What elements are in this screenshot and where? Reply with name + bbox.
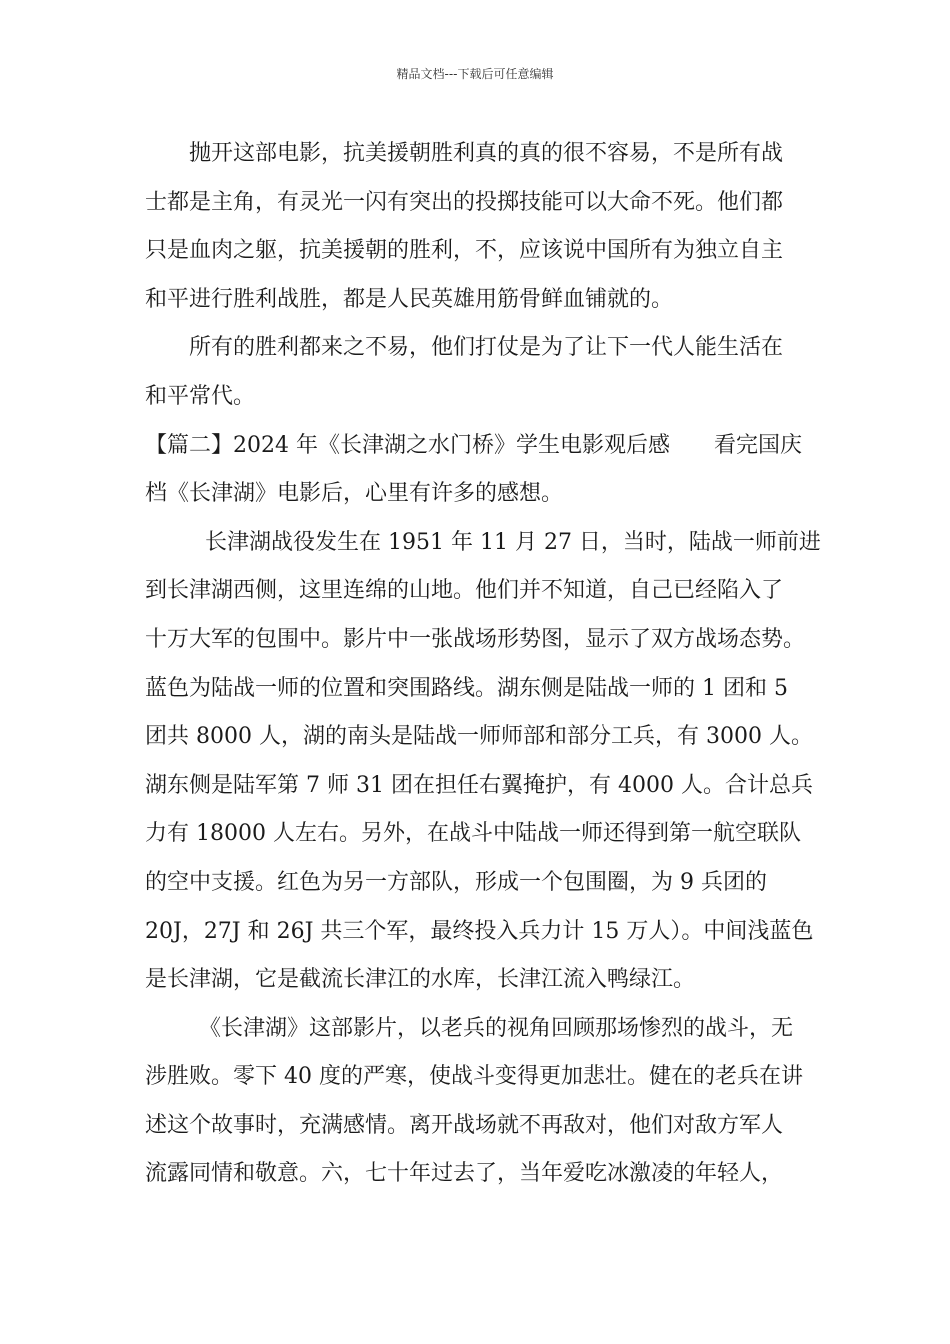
page-header: 精品文档---下载后可任意编辑 [396,67,554,81]
paragraph-line: 20J，27J 和 26J 共三个军，最终投入兵力计 15 万人）。中间浅蓝色 [145,918,814,944]
section-heading-line: 【篇二】2024 年《长津湖之水门桥》学生电影观后感 看完国庆 [145,432,802,458]
document-body [145,130,820,1199]
paragraph-line: 和平进行胜利战胜，都是人民英雄用筋骨鲜血铺就的。 [145,286,674,312]
paragraph-line: 到长津湖西侧，这里连绵的山地。他们并不知道，自己已经陷入了 [145,578,784,604]
paragraph-line: 所有的胜利都来之不易，他们打仗是为了让下一代人能生活在 [189,335,784,361]
paragraph-line: 档《长津湖》电影后，心里有许多的感想。 [145,481,564,507]
paragraph-line: 蓝色为陆战一师的位置和突围路线。湖东侧是陆战一师的 1 团和 5 [145,675,788,701]
paragraph-line: 涉胜败。零下 40 度的严寒，使战斗变得更加悲壮。健在的老兵在讲 [145,1064,803,1090]
paragraph-line: 是长津湖，它是截流长津江的水库，长津江流入鸭绿江。 [145,967,696,993]
paragraph-line: 和平常代。 [145,383,256,409]
paragraph-line: 团共 8000 人，湖的南头是陆战一师师部和部分工兵，有 3000 人。 [145,724,813,750]
paragraph-line: 述这个故事时，充满感情。离开战场就不再敌对，他们对敌方军人 [145,1112,784,1138]
paragraph-line: 《长津湖》这部影片，以老兵的视角回顾那场惨烈的战斗，无 [199,1015,794,1041]
paragraph-line: 抛开这部电影，抗美援朝胜利真的真的很不容易，不是所有战 [189,141,784,166]
paragraph-line: 只是血肉之躯，抗美援朝的胜利，不，应该说中国所有为独立自主 [145,238,784,264]
paragraph-line: 十万大军的包围中。影片中一张战场形势图，显示了双方战场态势。 [145,626,806,652]
paragraph-line: 士都是主角，有灵光一闪有突出的投掷技能可以大命不死。他们都 [145,189,784,215]
paragraph-line: 流露同情和敬意。六，七十年过去了，当年爱吃冰激凌的年轻人， [145,1161,784,1187]
paragraph-line: 的空中支援。红色为另一方部队，形成一个包围圈，为 9 兵团的 [145,869,767,895]
paragraph-line: 长津湖战役发生在 1951 年 11 月 27 日，当时，陆战一师前进 [205,529,821,555]
paragraph-line: 湖东侧是陆军第 7 师 31 团在担任右翼掩护，有 4000 人。合计总兵 [145,772,813,798]
paragraph-line: 力有 18000 人左右。另外，在战斗中陆战一师还得到第一航空联队 [145,821,801,847]
